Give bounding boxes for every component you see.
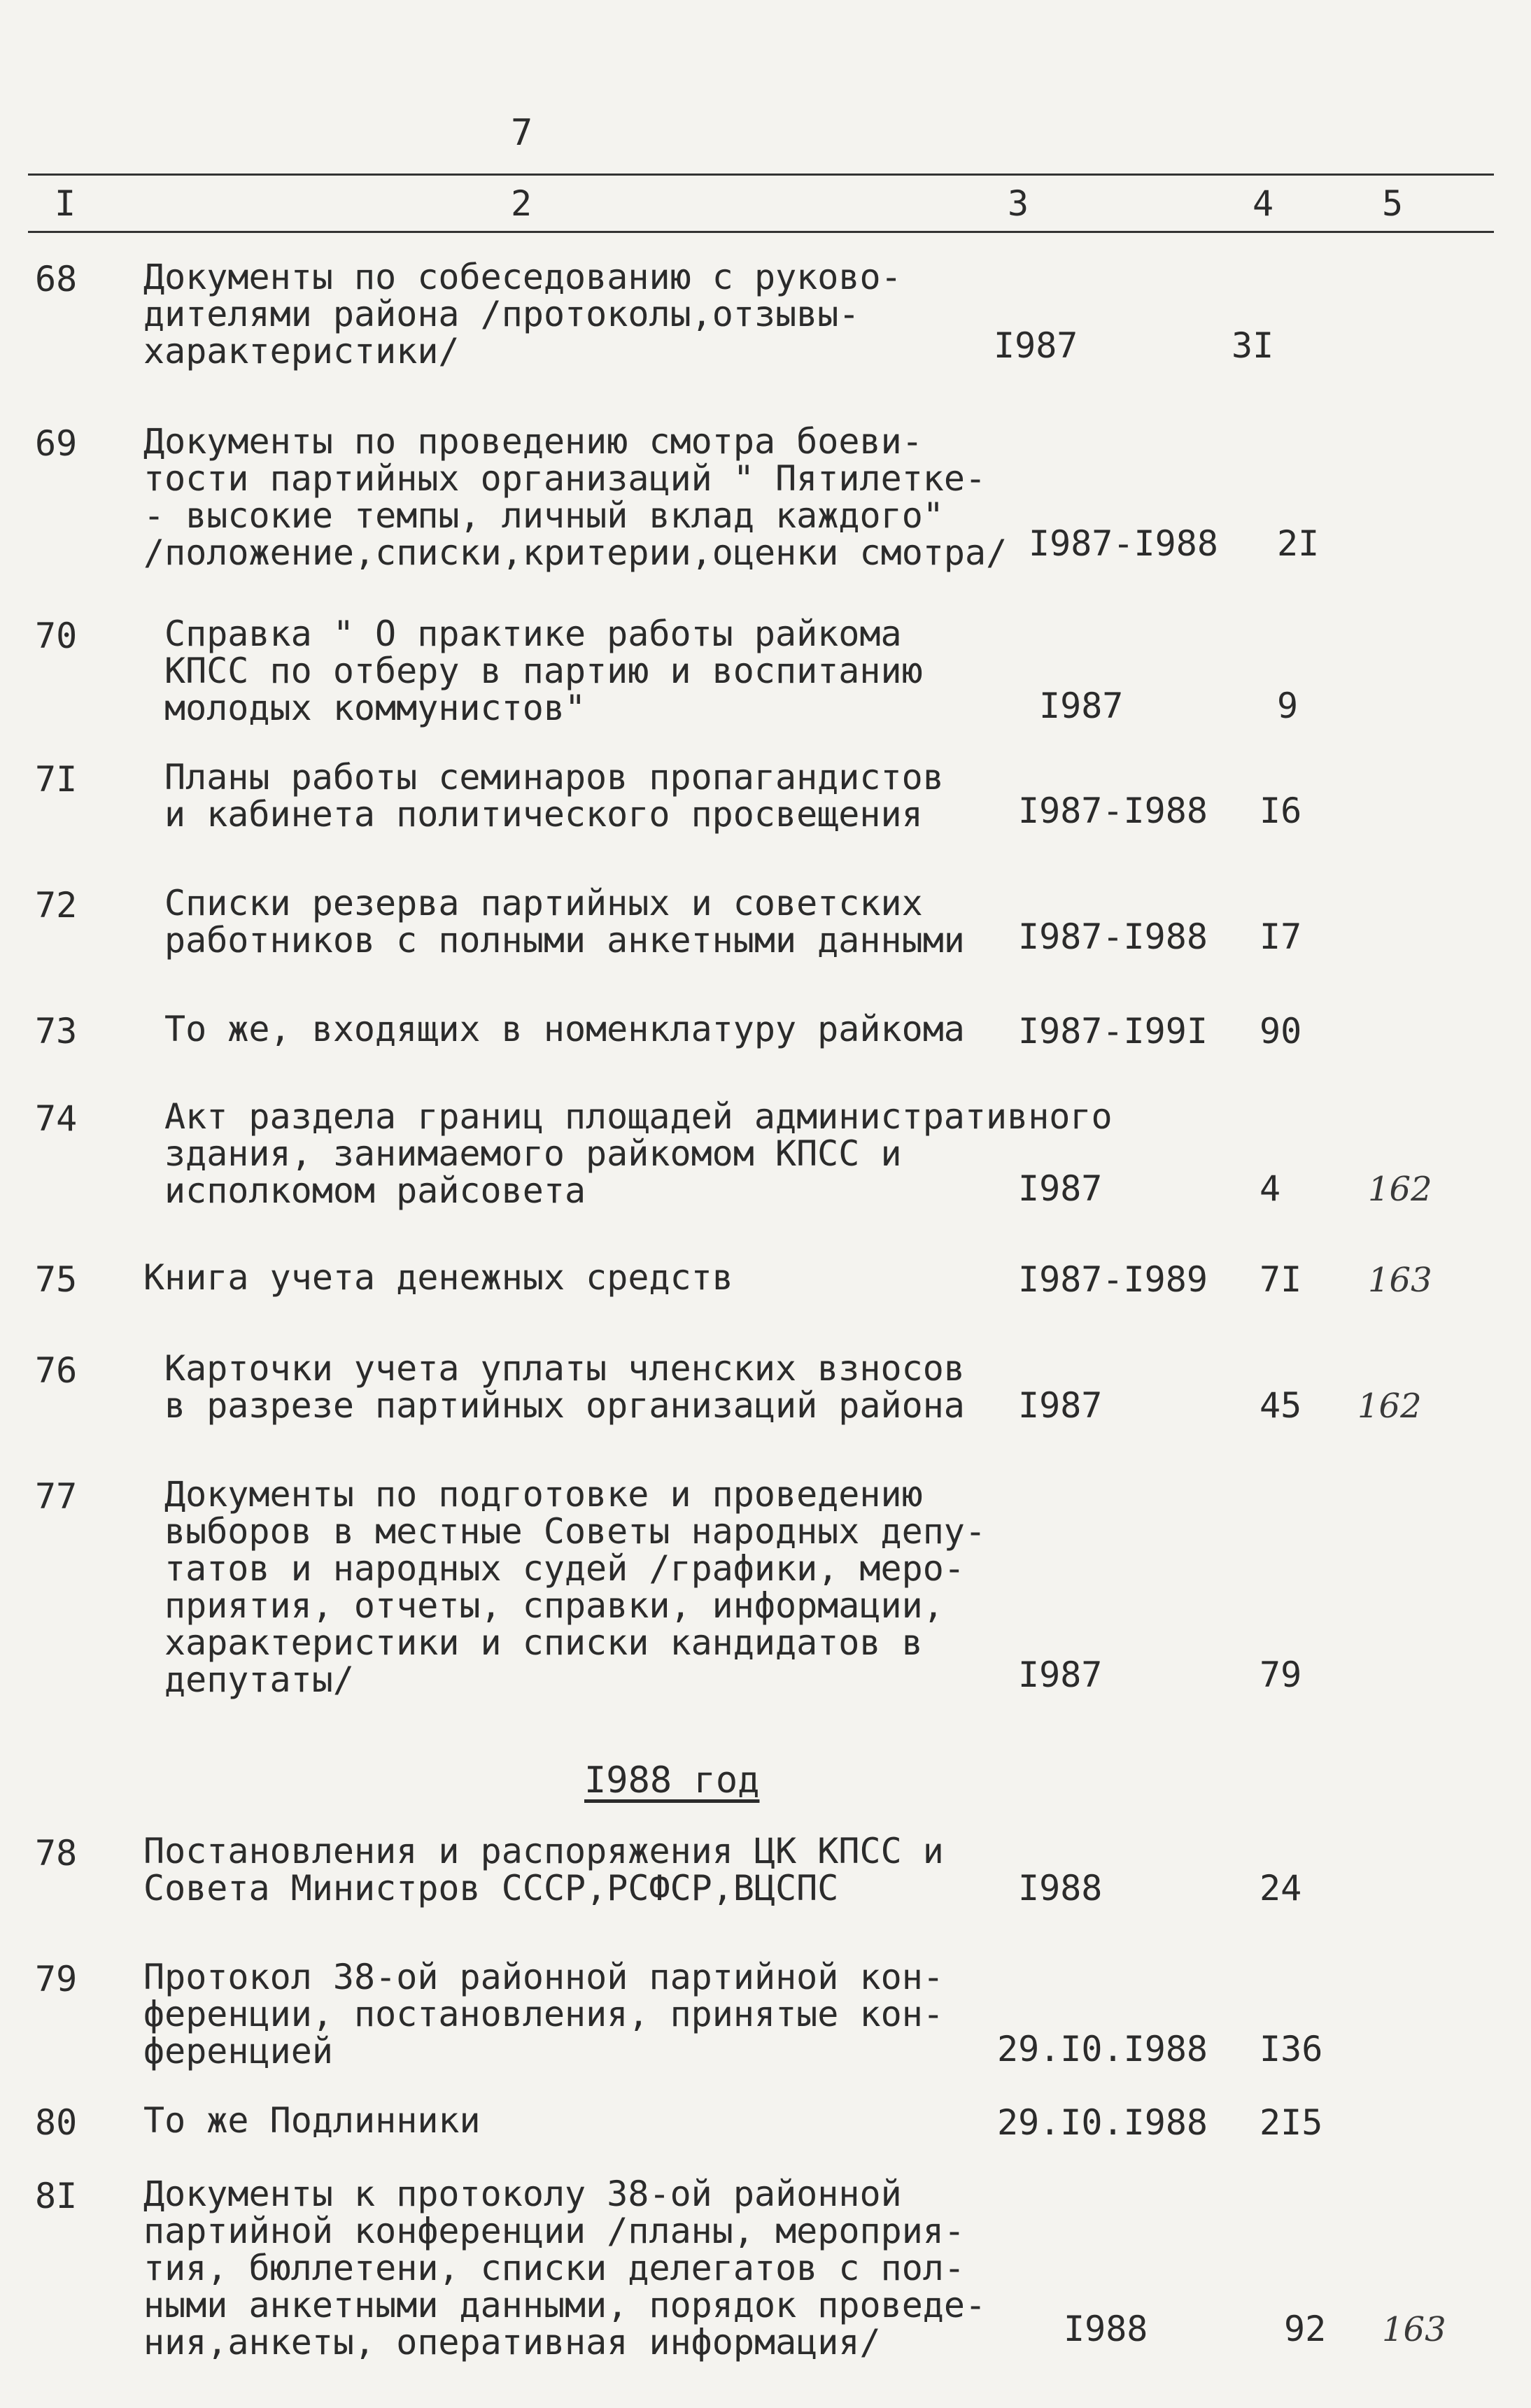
item-year: I987 xyxy=(1018,1168,1103,1209)
description-line: приятия, отчеты, справки, информации, xyxy=(164,1585,944,1626)
item-year: I988 xyxy=(1064,2309,1148,2349)
item-number: 72 xyxy=(35,885,78,926)
item-sheet-count: 24 xyxy=(1260,1868,1302,1908)
item-number: 73 xyxy=(35,1011,78,1051)
description-line: характеристики/ xyxy=(143,331,460,371)
item-number: 8I xyxy=(35,2176,78,2216)
section-heading-1988: I988 год xyxy=(584,1759,760,1801)
description-line: дителями района /протоколы,отзывы- xyxy=(143,294,860,334)
description-line: характеристики и списки кандидатов в xyxy=(164,1622,923,1663)
page-number: 7 xyxy=(511,112,533,154)
column-header-5: 5 xyxy=(1382,183,1404,224)
item-description xyxy=(164,616,923,727)
item-number: 7I xyxy=(35,759,78,800)
item-description xyxy=(164,759,944,833)
description-line: - высокие темпы, личный вклад каждого" xyxy=(143,495,944,536)
description-line: ференции, постановления, принятые кон- xyxy=(143,1994,944,2034)
item-year: 29.I0.I988 xyxy=(997,2102,1208,2143)
item-description xyxy=(143,1259,733,1296)
handwritten-note: 162 xyxy=(1357,1387,1422,1426)
description-line: выборов в местные Советы народных депу- xyxy=(164,1511,986,1552)
item-number: 69 xyxy=(35,423,78,464)
item-description xyxy=(164,1011,965,1048)
item-description xyxy=(143,1959,944,2070)
item-sheet-count: 2I xyxy=(1277,523,1320,564)
item-year: I988 xyxy=(1018,1868,1103,1908)
description-line: /положение,списки,критерии,оценки смотра/ xyxy=(143,532,1008,573)
description-line: Карточки учета уплаты членских взносов xyxy=(164,1348,965,1389)
column-header-2: 2 xyxy=(511,183,532,224)
description-line: Постановления и распоряжения ЦК КПСС и xyxy=(143,1831,944,1871)
description-line: Документы к протоколу 38-ой районной xyxy=(143,2174,902,2214)
description-line: тости партийных организаций " Пятилетке- xyxy=(143,458,987,499)
item-number: 80 xyxy=(35,2102,78,2143)
description-line: КПСС по отберу в партию и воспитанию xyxy=(164,651,923,691)
item-number: 74 xyxy=(35,1098,78,1139)
item-sheet-count: 3I xyxy=(1232,325,1274,366)
description-line: Справка " О практике работы райкома xyxy=(164,614,902,654)
item-year: I987 xyxy=(1039,686,1124,726)
item-description xyxy=(143,2176,986,2361)
description-line: Документы по проведению смотра боеви- xyxy=(143,421,923,462)
item-sheet-count: 90 xyxy=(1260,1011,1302,1051)
column-header-4: 4 xyxy=(1253,183,1274,224)
item-sheet-count: 79 xyxy=(1260,1655,1302,1695)
item-year: I987 xyxy=(1018,1655,1103,1695)
item-description xyxy=(164,885,965,959)
description-line: молодых коммунистов" xyxy=(164,688,586,728)
description-line: ными анкетными данными, порядок проведе- xyxy=(143,2285,987,2325)
description-line: партийной конференции /планы, мероприя- xyxy=(143,2211,965,2251)
column-header-3: 3 xyxy=(1008,183,1029,224)
description-line: работников с полными анкетными данными xyxy=(164,920,965,961)
item-number: 75 xyxy=(35,1259,78,1300)
item-description xyxy=(164,1098,1113,1210)
description-line: и кабинета политического просвещения xyxy=(164,794,923,835)
item-number: 76 xyxy=(35,1350,78,1391)
header-top-rule xyxy=(28,173,1494,176)
item-description xyxy=(143,2102,481,2139)
item-number: 70 xyxy=(35,616,78,656)
item-year: I987 xyxy=(1018,1385,1103,1426)
handwritten-note: 163 xyxy=(1368,1261,1432,1300)
item-year: I987-I988 xyxy=(1029,523,1218,564)
item-number: 77 xyxy=(35,1476,78,1517)
item-year: 29.I0.I988 xyxy=(997,2029,1208,2069)
item-number: 68 xyxy=(35,259,78,299)
item-sheet-count: I7 xyxy=(1260,916,1302,957)
item-year: I987-I99I xyxy=(1018,1011,1208,1051)
item-description xyxy=(164,1350,965,1424)
item-description xyxy=(143,259,902,370)
item-sheet-count: I6 xyxy=(1260,791,1302,831)
description-line: ния,анкеты, оперативная информация/ xyxy=(143,2322,881,2363)
description-line: Документы по собеседованию с руково- xyxy=(143,257,902,297)
item-description xyxy=(143,1833,944,1907)
item-sheet-count: 2I5 xyxy=(1260,2102,1323,2143)
description-line: Совета Министров СССР,РСФСР,ВЦСПС xyxy=(143,1868,839,1908)
header-bottom-rule xyxy=(28,231,1494,233)
item-number: 79 xyxy=(35,1959,78,1999)
item-sheet-count: 4 xyxy=(1260,1168,1281,1209)
item-year: I987 xyxy=(994,325,1078,366)
item-sheet-count: 92 xyxy=(1284,2309,1327,2349)
description-line: в разрезе партийных организаций района xyxy=(164,1385,965,1426)
item-sheet-count: I36 xyxy=(1260,2029,1323,2069)
description-line: тия, бюллетени, списки делегатов с пол- xyxy=(143,2248,965,2288)
description-line: Протокол 38-ой районной партийной кон- xyxy=(143,1957,944,1997)
handwritten-note: 163 xyxy=(1382,2310,1446,2349)
description-line: Планы работы семинаров пропагандистов xyxy=(164,757,944,798)
item-year: I987-I989 xyxy=(1018,1259,1208,1300)
description-line: То же, входящих в номенклатуру райкома xyxy=(164,1009,965,1049)
description-line: здания, занимаемого райкомом КПСС и xyxy=(164,1133,902,1174)
item-year: I987-I988 xyxy=(1018,791,1208,831)
description-line: исполкомом райсовета xyxy=(164,1170,586,1211)
item-sheet-count: 7I xyxy=(1260,1259,1302,1300)
item-description xyxy=(164,1476,986,1699)
description-line: Книга учета денежных средств xyxy=(143,1257,733,1298)
description-line: депутаты/ xyxy=(164,1659,354,1700)
handwritten-note: 162 xyxy=(1368,1170,1432,1209)
item-sheet-count: 45 xyxy=(1260,1385,1302,1426)
description-line: Списки резерва партийных и советских xyxy=(164,883,923,923)
description-line: ференцией xyxy=(143,2031,333,2071)
description-line: Документы по подготовке и проведению xyxy=(164,1474,923,1515)
description-line: Акт раздела границ площадей административного xyxy=(164,1096,1113,1137)
item-sheet-count: 9 xyxy=(1277,686,1299,726)
item-year: I987-I988 xyxy=(1018,916,1208,957)
column-header-1: I xyxy=(55,183,76,224)
item-description xyxy=(143,423,1007,572)
item-number: 78 xyxy=(35,1833,78,1874)
description-line: татов и народных судей /графики, меро- xyxy=(164,1548,965,1589)
description-line: То же Подлинники xyxy=(143,2100,481,2141)
